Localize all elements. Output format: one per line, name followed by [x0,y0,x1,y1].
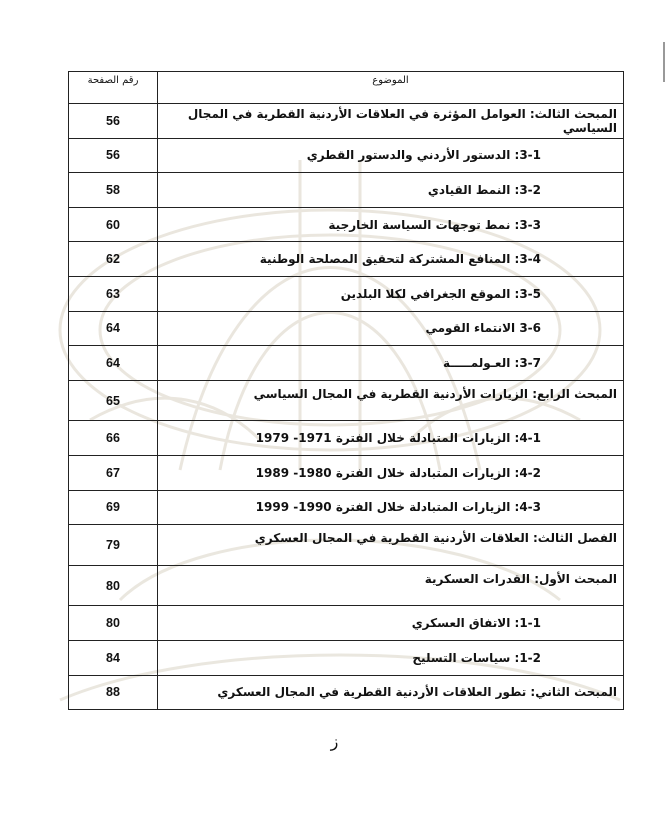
toc-entry-page: 63 [69,276,158,311]
table-row [69,380,624,421]
toc-entry-page: 67 [69,455,158,490]
toc-entry-title: المبحث الثاني: تطور العلاقات الأردنية القطرية في المجال العسكري [158,675,624,710]
table-row [69,138,624,173]
table-row [69,276,624,311]
table-of-contents [68,71,624,710]
toc-entry-page: 58 [69,173,158,208]
header-subject: الموضوع [158,72,624,104]
toc-entry-page: 69 [69,490,158,525]
toc-entry-title: 3-4: المنافع المشتركة لتحقيق المصلحة الوطنية [158,242,624,277]
toc-entry-title: 3-6 الانتماء القومي [158,311,624,346]
table-row [69,173,624,208]
toc-entry-page: 65 [69,380,158,421]
toc-entry-title: 3-2: النمط القيادي [158,173,624,208]
toc-entry-title: المبحث الرابع: الزيارات الأردنية القطرية في المجال السياسي [158,380,624,421]
toc-entry-title: المبحث الثالث: العوامل المؤثرة في العلاقات الأردنية القطرية في المجال السياسي [158,104,624,139]
toc-entry-title: 4-2: الزيارات المتبادلة خلال الفترة 1980- 1989 [158,455,624,490]
toc-entry-title: 4-3: الزيارات المتبادلة خلال الفترة 1990- 1999 [158,490,624,525]
toc-entry-page: 64 [69,311,158,346]
toc-body [69,104,624,710]
scan-edge-mark [663,42,665,82]
toc-entry-page: 64 [69,346,158,381]
table-header-row [69,72,624,104]
toc-entry-page: 88 [69,675,158,710]
table-row [69,490,624,525]
toc-entry-page: 56 [69,104,158,139]
table-row [69,207,624,242]
toc-entry-title: 3-1: الدستور الأردني والدستور القطري [158,138,624,173]
toc-entry-title: 3-5: الموقع الجغرافي لكلا البلدين [158,276,624,311]
table-row [69,640,624,675]
table-row [69,525,624,566]
header-page-number: رقم الصفحة [69,72,158,104]
table-row [69,311,624,346]
toc-entry-page: 80 [69,565,158,606]
toc-entry-title: 4-1: الزيارات المتبادلة خلال الفترة 1971- 1979 [158,421,624,456]
table-row [69,421,624,456]
toc-entry-page: 56 [69,138,158,173]
toc-entry-page: 62 [69,242,158,277]
table-row [69,565,624,606]
toc-entry-page: 80 [69,606,158,641]
toc-entry-page: 84 [69,640,158,675]
table-row [69,346,624,381]
toc-entry-page: 60 [69,207,158,242]
toc-entry-page: 79 [69,525,158,566]
table-row [69,675,624,710]
toc-entry-title: المبحث الأول: القدرات العسكرية [158,565,624,606]
page-number-letter: ز [330,732,339,751]
table-row [69,606,624,641]
toc-entry-title: 3-7: العـولمـــــة [158,346,624,381]
toc-entry-title: 1-1: الاتفاق العسكري [158,606,624,641]
toc-entry-title: 1-2: سياسات التسليح [158,640,624,675]
toc-entry-title: الفصل الثالث: العلاقات الأردنية القطرية في المجال العسكري [158,525,624,566]
table-row [69,455,624,490]
table-row [69,104,624,139]
toc-entry-page: 66 [69,421,158,456]
toc-entry-title: 3-3: نمط توجهات السياسة الخارجية [158,207,624,242]
table-row [69,242,624,277]
